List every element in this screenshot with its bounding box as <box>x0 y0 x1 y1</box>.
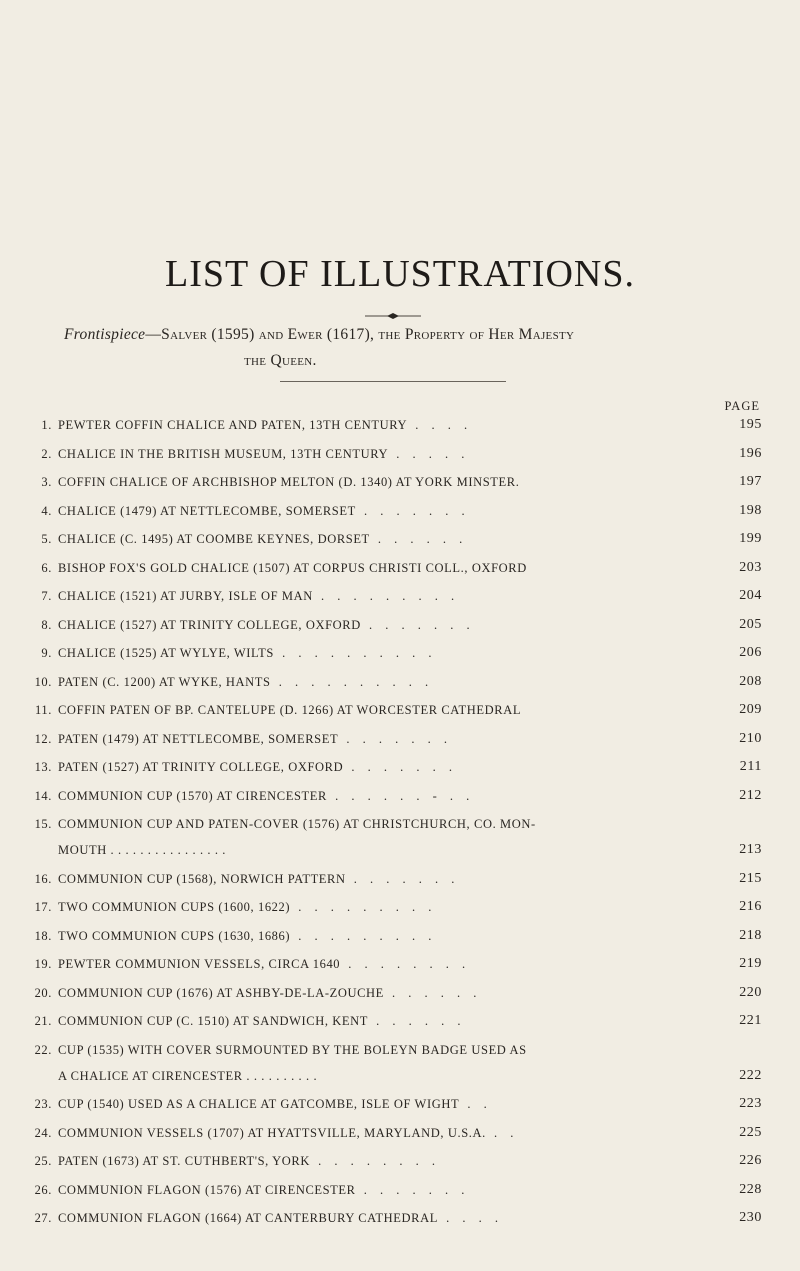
leader-dots: . . . . <box>437 1211 503 1225</box>
item-number: 6. <box>41 560 52 575</box>
item-page-number: 213 <box>739 842 762 857</box>
leader-dots: . . . . . . . <box>360 617 475 632</box>
item-number: 20. <box>34 985 52 1000</box>
frontispiece-text-line2: the Queen. <box>244 352 317 369</box>
leader-dots: . . . . . . . <box>355 503 470 518</box>
item-page-number: 216 <box>739 899 762 914</box>
leader-dots: . . . . . . - . . <box>326 788 475 803</box>
item-number: 7. <box>41 589 52 603</box>
item-caption: CHALICE (1521) AT JURBY, ISLE OF MAN . . . . . . . . . <box>58 589 460 603</box>
item-caption: COMMUNION CUP (C. 1510) AT SANDWICH, KENT . . . . . . <box>58 1014 466 1028</box>
item-page-number: 208 <box>739 673 762 689</box>
item-page-number: 199 <box>739 531 762 546</box>
frontispiece-caption <box>64 322 754 374</box>
item-number: 25. <box>34 1154 52 1168</box>
item-page-number: 220 <box>739 984 762 1000</box>
item-number: 21. <box>34 1014 52 1028</box>
item-page-number: 221 <box>739 1013 762 1028</box>
item-page-number: 218 <box>739 927 762 943</box>
leader-dots: . . . . . . . . . <box>290 900 437 914</box>
item-number: 13. <box>34 760 52 774</box>
item-page-number: 196 <box>739 445 762 461</box>
item-page-number: 211 <box>739 759 762 774</box>
item-number: 23. <box>34 1097 52 1111</box>
leader-dots: . . . . . . . <box>355 1182 470 1197</box>
leader-dots: . . . . . . . . . <box>312 589 460 603</box>
section-divider <box>280 381 506 382</box>
item-caption-continuation: MOUTH . . . . . . . . . . . . . . . . <box>58 843 227 857</box>
item-page-number: 230 <box>739 1210 762 1225</box>
leader-dots: . . <box>459 1097 492 1111</box>
item-number: 22. <box>34 1042 52 1057</box>
leader-dots: . . . . . . . . <box>340 957 471 971</box>
item-number: 15. <box>34 817 52 831</box>
item-caption: COMMUNION CUP AND PATEN-COVER (1576) AT CHRISTCHURCH, CO. MON- <box>58 817 536 831</box>
leader-dots: . . <box>485 1125 519 1140</box>
item-page-number: 197 <box>739 474 762 489</box>
item-number: 9. <box>41 646 52 660</box>
item-page-number: 204 <box>739 588 762 603</box>
item-caption: PEWTER COFFIN CHALICE AND PATEN, 13TH CENTURY . . . . <box>58 418 473 432</box>
item-caption: CHALICE IN THE BRITISH MUSEUM, 13TH CENTURY . . . . . <box>58 446 470 461</box>
item-page-number: 209 <box>739 702 762 717</box>
item-number: 24. <box>34 1125 52 1140</box>
item-page-number: 219 <box>739 956 762 971</box>
item-page-number: 215 <box>739 870 762 886</box>
item-number: 27. <box>34 1211 52 1225</box>
item-number: 12. <box>34 731 52 746</box>
leader-dots: . . . . . . . <box>338 731 452 746</box>
item-caption: COMMUNION CUP (1676) AT ASHBY-DE-LA-ZOUCHE . . . . . . <box>58 985 482 1000</box>
item-caption: PATEN (1527) AT TRINITY COLLEGE, OXFORD . . . . . . . <box>58 760 457 774</box>
leader-dots: . . . . . . . <box>345 871 460 886</box>
leader-dots: . . . . . . . . . . <box>273 646 437 660</box>
item-number: 11. <box>35 703 52 717</box>
item-page-number: 206 <box>739 645 762 660</box>
item-page-number: 195 <box>739 417 762 432</box>
item-caption: COMMUNION VESSELS (1707) AT HYATTSVILLE, MARYLAND, U.S.A. . . <box>58 1125 519 1140</box>
item-caption: COMMUNION FLAGON (1576) AT CIRENCESTER . . . . . . . <box>58 1182 470 1197</box>
item-caption: BISHOP FOX'S GOLD CHALICE (1507) AT CORPUS CHRISTI COLL., OXFORD <box>58 560 527 575</box>
item-page-number: 226 <box>739 1153 762 1168</box>
item-number: 19. <box>34 957 52 971</box>
item-page-number: 223 <box>739 1096 762 1111</box>
item-number: 16. <box>34 871 52 886</box>
item-page-number: 210 <box>739 730 762 746</box>
item-caption: CUP (1535) WITH COVER SURMOUNTED BY THE BOLEYN BADGE USED AS <box>58 1042 527 1057</box>
leader-dots: . . . . . . <box>369 532 468 546</box>
leader-dots: . . . . . . . . <box>309 1154 440 1168</box>
item-page-number: 222 <box>739 1067 762 1083</box>
item-number: 2. <box>41 446 52 461</box>
item-number: 17. <box>34 900 52 914</box>
item-number: 8. <box>41 617 52 632</box>
leader-dots: . . . . . . . <box>343 760 457 774</box>
item-number: 14. <box>34 788 52 803</box>
leader-dots: . . . . . . . . . <box>290 928 437 943</box>
item-page-number: 205 <box>739 616 762 632</box>
item-number: 4. <box>41 503 52 518</box>
leader-dots: . . . . <box>407 418 473 432</box>
frontispiece-label: Frontispiece <box>64 326 146 343</box>
item-page-number: 203 <box>739 559 762 575</box>
leader-dots: . . . . . . <box>383 985 482 1000</box>
frontispiece-text-line1: —Salver (1595) and Ewer (1617), the Property of Her Majesty <box>145 326 575 343</box>
item-number: 26. <box>34 1182 52 1197</box>
item-caption: PATEN (C. 1200) AT WYKE, HANTS . . . . . . . . . . <box>58 674 434 689</box>
item-caption: PATEN (1479) AT NETTLECOMBE, SOMERSET . . . . . . . <box>58 731 452 746</box>
leader-dots: . . . . . . <box>368 1014 466 1028</box>
item-page-number: 198 <box>739 502 762 518</box>
item-caption: TWO COMMUNION CUPS (1600, 1622) . . . . . . . . . <box>58 900 437 914</box>
item-caption: PEWTER COMMUNION VESSELS, CIRCA 1640 . . . . . . . . <box>58 957 471 971</box>
leader-dots: . . . . . . . . . . <box>270 674 434 689</box>
item-page-number: 225 <box>739 1124 762 1140</box>
item-page-number: 212 <box>739 787 762 803</box>
item-caption: CHALICE (1479) AT NETTLECOMBE, SOMERSET . . . . . . . <box>58 503 470 518</box>
item-page-number: 228 <box>739 1181 762 1197</box>
item-number: 1. <box>41 418 52 432</box>
item-caption: COMMUNION CUP (1570) AT CIRENCESTER . . . . . . - . . <box>58 788 475 803</box>
item-caption: COMMUNION CUP (1568), NORWICH PATTERN . . . . . . . <box>58 871 460 886</box>
item-caption: COFFIN PATEN OF BP. CANTELUPE (D. 1266) AT WORCESTER CATHEDRAL <box>58 703 522 717</box>
item-caption: CHALICE (C. 1495) AT COOMBE KEYNES, DORSET . . . . . . <box>58 532 468 546</box>
page-column-heading: PAGE <box>724 399 760 413</box>
item-number: 18. <box>34 928 52 943</box>
item-number: 3. <box>41 475 52 489</box>
item-caption: PATEN (1673) AT ST. CUTHBERT'S, YORK . . . . . . . . <box>58 1154 440 1168</box>
item-caption: CUP (1540) USED AS A CHALICE AT GATCOMBE, ISLE OF WIGHT . . <box>58 1097 492 1111</box>
item-caption: TWO COMMUNION CUPS (1630, 1686) . . . . . . . . . <box>58 928 437 943</box>
leader-dots: . . . . . <box>388 446 470 461</box>
item-caption-continuation: A CHALICE AT CIRENCESTER . . . . . . . . . . <box>58 1068 318 1083</box>
page-title: LIST OF ILLUSTRATIONS. <box>165 253 635 295</box>
ornament-divider-icon <box>363 311 423 321</box>
item-caption: COFFIN CHALICE OF ARCHBISHOP MELTON (D. 1340) AT YORK MINSTER. <box>58 475 520 489</box>
item-number: 5. <box>41 532 52 546</box>
item-number: 10. <box>34 674 52 689</box>
item-caption: COMMUNION FLAGON (1664) AT CANTERBURY CATHEDRAL . . . . <box>58 1211 503 1225</box>
item-caption: CHALICE (1525) AT WYLYE, WILTS . . . . . . . . . . <box>58 646 437 660</box>
item-caption: CHALICE (1527) AT TRINITY COLLEGE, OXFORD . . . . . . . <box>58 617 475 632</box>
